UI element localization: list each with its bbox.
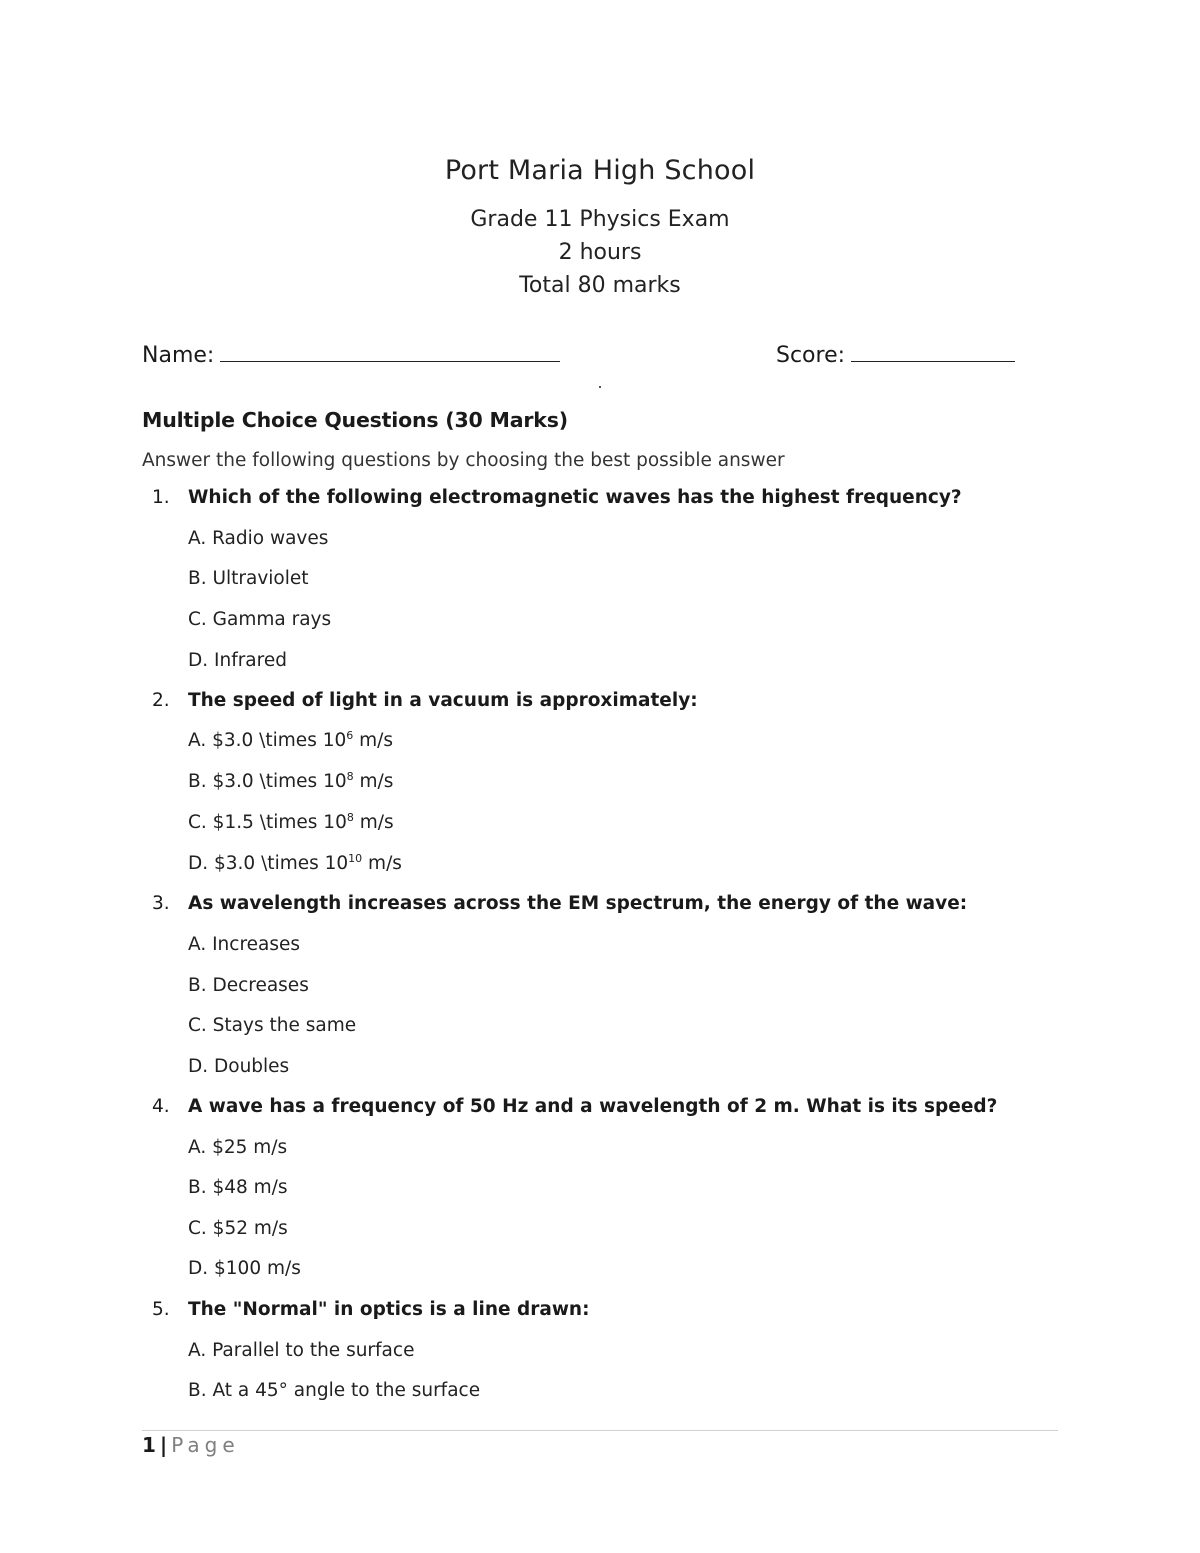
- question-3: [142, 893, 967, 914]
- footer-divider: [142, 1430, 1058, 1431]
- question-number: 3.: [152, 893, 170, 914]
- question-2: [142, 690, 698, 711]
- question-number: 4.: [152, 1096, 170, 1117]
- stray-dot: [599, 386, 601, 388]
- page-number: 1: [142, 1433, 156, 1457]
- question-1-option-c: C. Gamma rays: [188, 609, 332, 630]
- question-1: [142, 487, 962, 508]
- name-blank-line[interactable]: [220, 339, 560, 362]
- question-text: A wave has a frequency of 50 Hz and a wavelength of 2 m. What is its speed?: [188, 1096, 998, 1117]
- option-unit: m/s: [353, 730, 394, 751]
- question-4-option-b: B. $48 m/s: [188, 1177, 288, 1198]
- question-4-option-a: A. $25 m/s: [188, 1137, 288, 1158]
- question-1-option-d: D. Infrared: [188, 650, 287, 671]
- question-4-option-c: C. $52 m/s: [188, 1218, 288, 1239]
- option-unit: m/s: [362, 853, 402, 874]
- question-2-option-c: [188, 812, 394, 833]
- score-label: Score:: [776, 343, 846, 368]
- question-3-option-a: A. Increases: [188, 934, 301, 955]
- name-label: Name:: [142, 343, 215, 368]
- question-3-option-b: B. Decreases: [188, 975, 309, 996]
- school-name: Port Maria High School: [444, 155, 756, 186]
- page-word: Page: [171, 1433, 240, 1457]
- question-text: The speed of light in a vacuum is approximately:: [188, 690, 698, 711]
- option-exponent: 10: [348, 852, 363, 865]
- question-5-option-a: A. Parallel to the surface: [188, 1340, 415, 1361]
- option-text: D. $3.0 \times 10: [188, 853, 349, 874]
- option-text: B. $3.0 \times 10: [188, 771, 347, 792]
- option-exponent: 8: [346, 811, 354, 824]
- exam-total-marks: Total 80 marks: [519, 273, 681, 298]
- question-number: 2.: [152, 690, 170, 711]
- name-field: [142, 339, 560, 368]
- question-1-option-a: A. Radio waves: [188, 528, 329, 549]
- option-unit: m/s: [353, 771, 394, 792]
- question-4: [142, 1096, 997, 1117]
- question-2-option-d: [188, 853, 402, 874]
- score-field: [776, 339, 1015, 368]
- option-exponent: 8: [346, 770, 354, 783]
- section-title: Multiple Choice Questions (30 Marks): [142, 408, 568, 432]
- score-blank-line[interactable]: [851, 339, 1015, 362]
- option-exponent: 6: [346, 729, 354, 742]
- exam-duration: 2 hours: [558, 240, 642, 265]
- question-5: [142, 1299, 590, 1320]
- question-text: Which of the following electromagnetic waves has the highest frequency?: [188, 487, 962, 508]
- question-4-option-d: D. $100 m/s: [188, 1258, 301, 1279]
- option-text: A. $3.0 \times 10: [188, 730, 347, 751]
- question-text: As wavelength increases across the EM spectrum, the energy of the wave:: [188, 893, 968, 914]
- question-text: The "Normal" in optics is a line drawn:: [188, 1299, 590, 1320]
- question-number: 5.: [152, 1299, 170, 1320]
- option-text: C. $1.5 \times 10: [188, 812, 347, 833]
- question-1-option-b: B. Ultraviolet: [188, 568, 309, 589]
- question-3-option-d: D. Doubles: [188, 1056, 290, 1077]
- section-instructions: Answer the following questions by choosing the best possible answer: [142, 450, 785, 471]
- question-2-option-a: [188, 730, 393, 751]
- question-2-option-b: [188, 771, 393, 792]
- exam-title: Grade 11 Physics Exam: [470, 207, 730, 232]
- question-5-option-b: B. At a 45° angle to the surface: [188, 1380, 481, 1401]
- footer-separator: |: [159, 1433, 168, 1457]
- option-unit: m/s: [353, 812, 394, 833]
- question-3-option-c: C. Stays the same: [188, 1015, 357, 1036]
- question-number: 1.: [152, 487, 170, 508]
- page-footer: [142, 1433, 240, 1457]
